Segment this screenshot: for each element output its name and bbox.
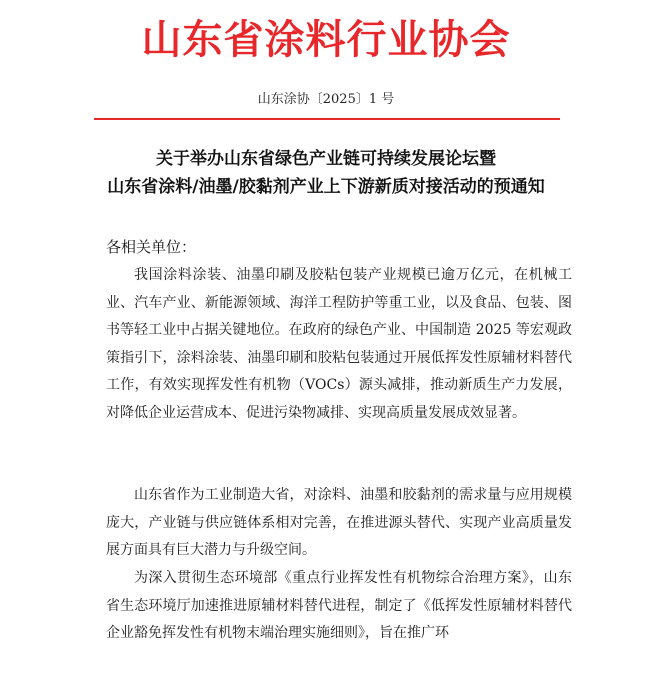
red-divider-line	[94, 118, 560, 120]
notice-title	[0, 145, 652, 201]
notice-title-line-1: 关于举办山东省绿色产业链可持续发展论坛暨	[156, 149, 496, 169]
body-paragraph-1: 我国涂料涂装、油墨印刷及胶粘包装产业规模已逾万亿元，在机械工业、汽车产业、新能源领域、海洋工程防护等重工业，以及食品、包装、图书等轻工业中占据关键地位。在政府的绿色产业、中国制造 2025 等宏观政策指引下，涂料涂装、油墨印刷和胶粘包装通过开展低挥发性原辅材料替代工作，有效实现挥发性有机物（VOCs）源头减排，推动新质生产力发展，对降低企业运营成本、促进污染物减排、实现高质量发展成效显著。	[106, 267, 572, 421]
salutation: 各相关单位：	[106, 238, 197, 256]
body-paragraph-2: 山东省作为工业制造大省，对涂料、油墨和胶黏剂的需求量与应用规模庞大，产业链与供应链体系相对完善，在推进源头替代、实现产业高质量发展方面具有巨大潜力与升级空间。	[106, 487, 572, 558]
document-number: 山东涂协〔2025〕1 号	[257, 92, 395, 107]
notice-title-line-2: 山东省涂料/油墨/胶黏剂产业上下游新质对接活动的预通知	[107, 177, 545, 197]
organization-title: 山东省涂料行业协会	[141, 17, 511, 63]
body-paragraph-3: 为深入贯彻生态环境部《重点行业挥发性有机物综合治理方案》，山东省生态环境厅加速推进原辅材料替代进程，制定了《低挥发性原辅材料替代企业豁免挥发性有机物末端治理实施细则》，旨在推广环	[106, 570, 572, 641]
